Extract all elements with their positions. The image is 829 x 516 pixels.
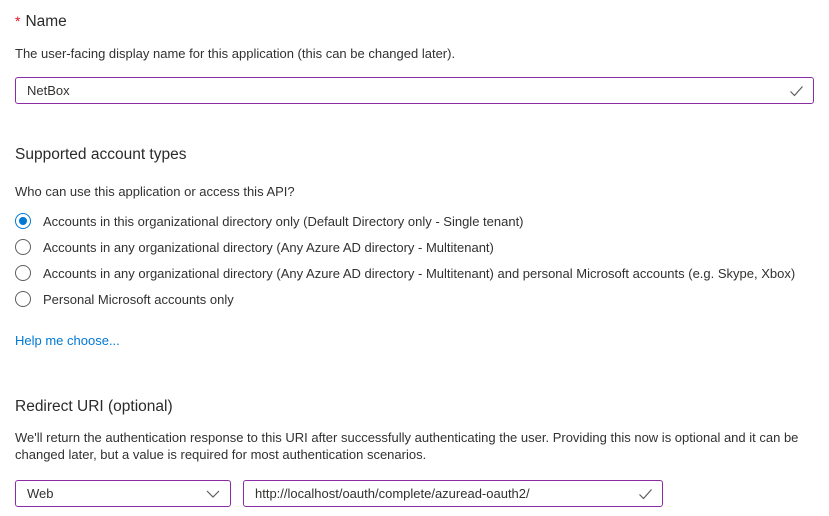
redirect-uri-controls — [15, 480, 814, 507]
check-icon — [638, 488, 653, 500]
check-icon — [789, 85, 804, 97]
radio-button-icon[interactable] — [15, 239, 31, 255]
radio-button-icon[interactable] — [15, 291, 31, 307]
radio-button-icon[interactable] — [15, 265, 31, 281]
name-description: The user-facing display name for this application (this can be changed later). — [15, 46, 456, 61]
redirect-uri-input-wrap — [243, 480, 663, 507]
redirect-uri-input[interactable] — [243, 480, 663, 507]
name-section-title — [15, 12, 814, 31]
radio-option-label: Accounts in any organizational directory (Any Azure AD directory - Multitenant) — [43, 239, 494, 255]
account-types-question: Who can use this application or access this API? — [15, 184, 295, 199]
help-me-choose-link[interactable]: Help me choose... — [15, 333, 120, 348]
platform-select-value: Web — [27, 486, 54, 501]
account-types-title: Supported account types — [15, 146, 187, 163]
radio-option-label: Personal Microsoft accounts only — [43, 291, 234, 307]
account-types-radio-group — [15, 208, 814, 312]
radio-option-label: Accounts in this organizational directory only (Default Directory only - Single tenant) — [43, 213, 524, 229]
chevron-down-icon — [206, 490, 220, 498]
name-input[interactable] — [15, 77, 814, 104]
redirect-uri-description: We'll return the authentication response to this URI after successfully authenticating the user. Providing this now is optional and it can be changed later, but a value is required for most authentication scenarios. — [15, 430, 799, 462]
required-marker: * — [15, 13, 21, 29]
radio-option-label: Accounts in any organizational directory (Any Azure AD directory - Multitenant) and personal Microsoft accounts (e.g. Skype, Xbox) — [43, 265, 796, 281]
radio-option-multitenant-personal[interactable] — [15, 260, 814, 286]
radio-button-icon[interactable] — [15, 213, 31, 229]
name-title-text: Name — [25, 13, 67, 30]
radio-option-multitenant[interactable] — [15, 234, 814, 260]
radio-option-single-tenant[interactable] — [15, 208, 814, 234]
platform-select[interactable] — [15, 480, 231, 507]
name-input-wrap — [15, 77, 814, 104]
radio-option-personal-only[interactable] — [15, 286, 814, 312]
redirect-uri-title: Redirect URI (optional) — [15, 398, 173, 415]
